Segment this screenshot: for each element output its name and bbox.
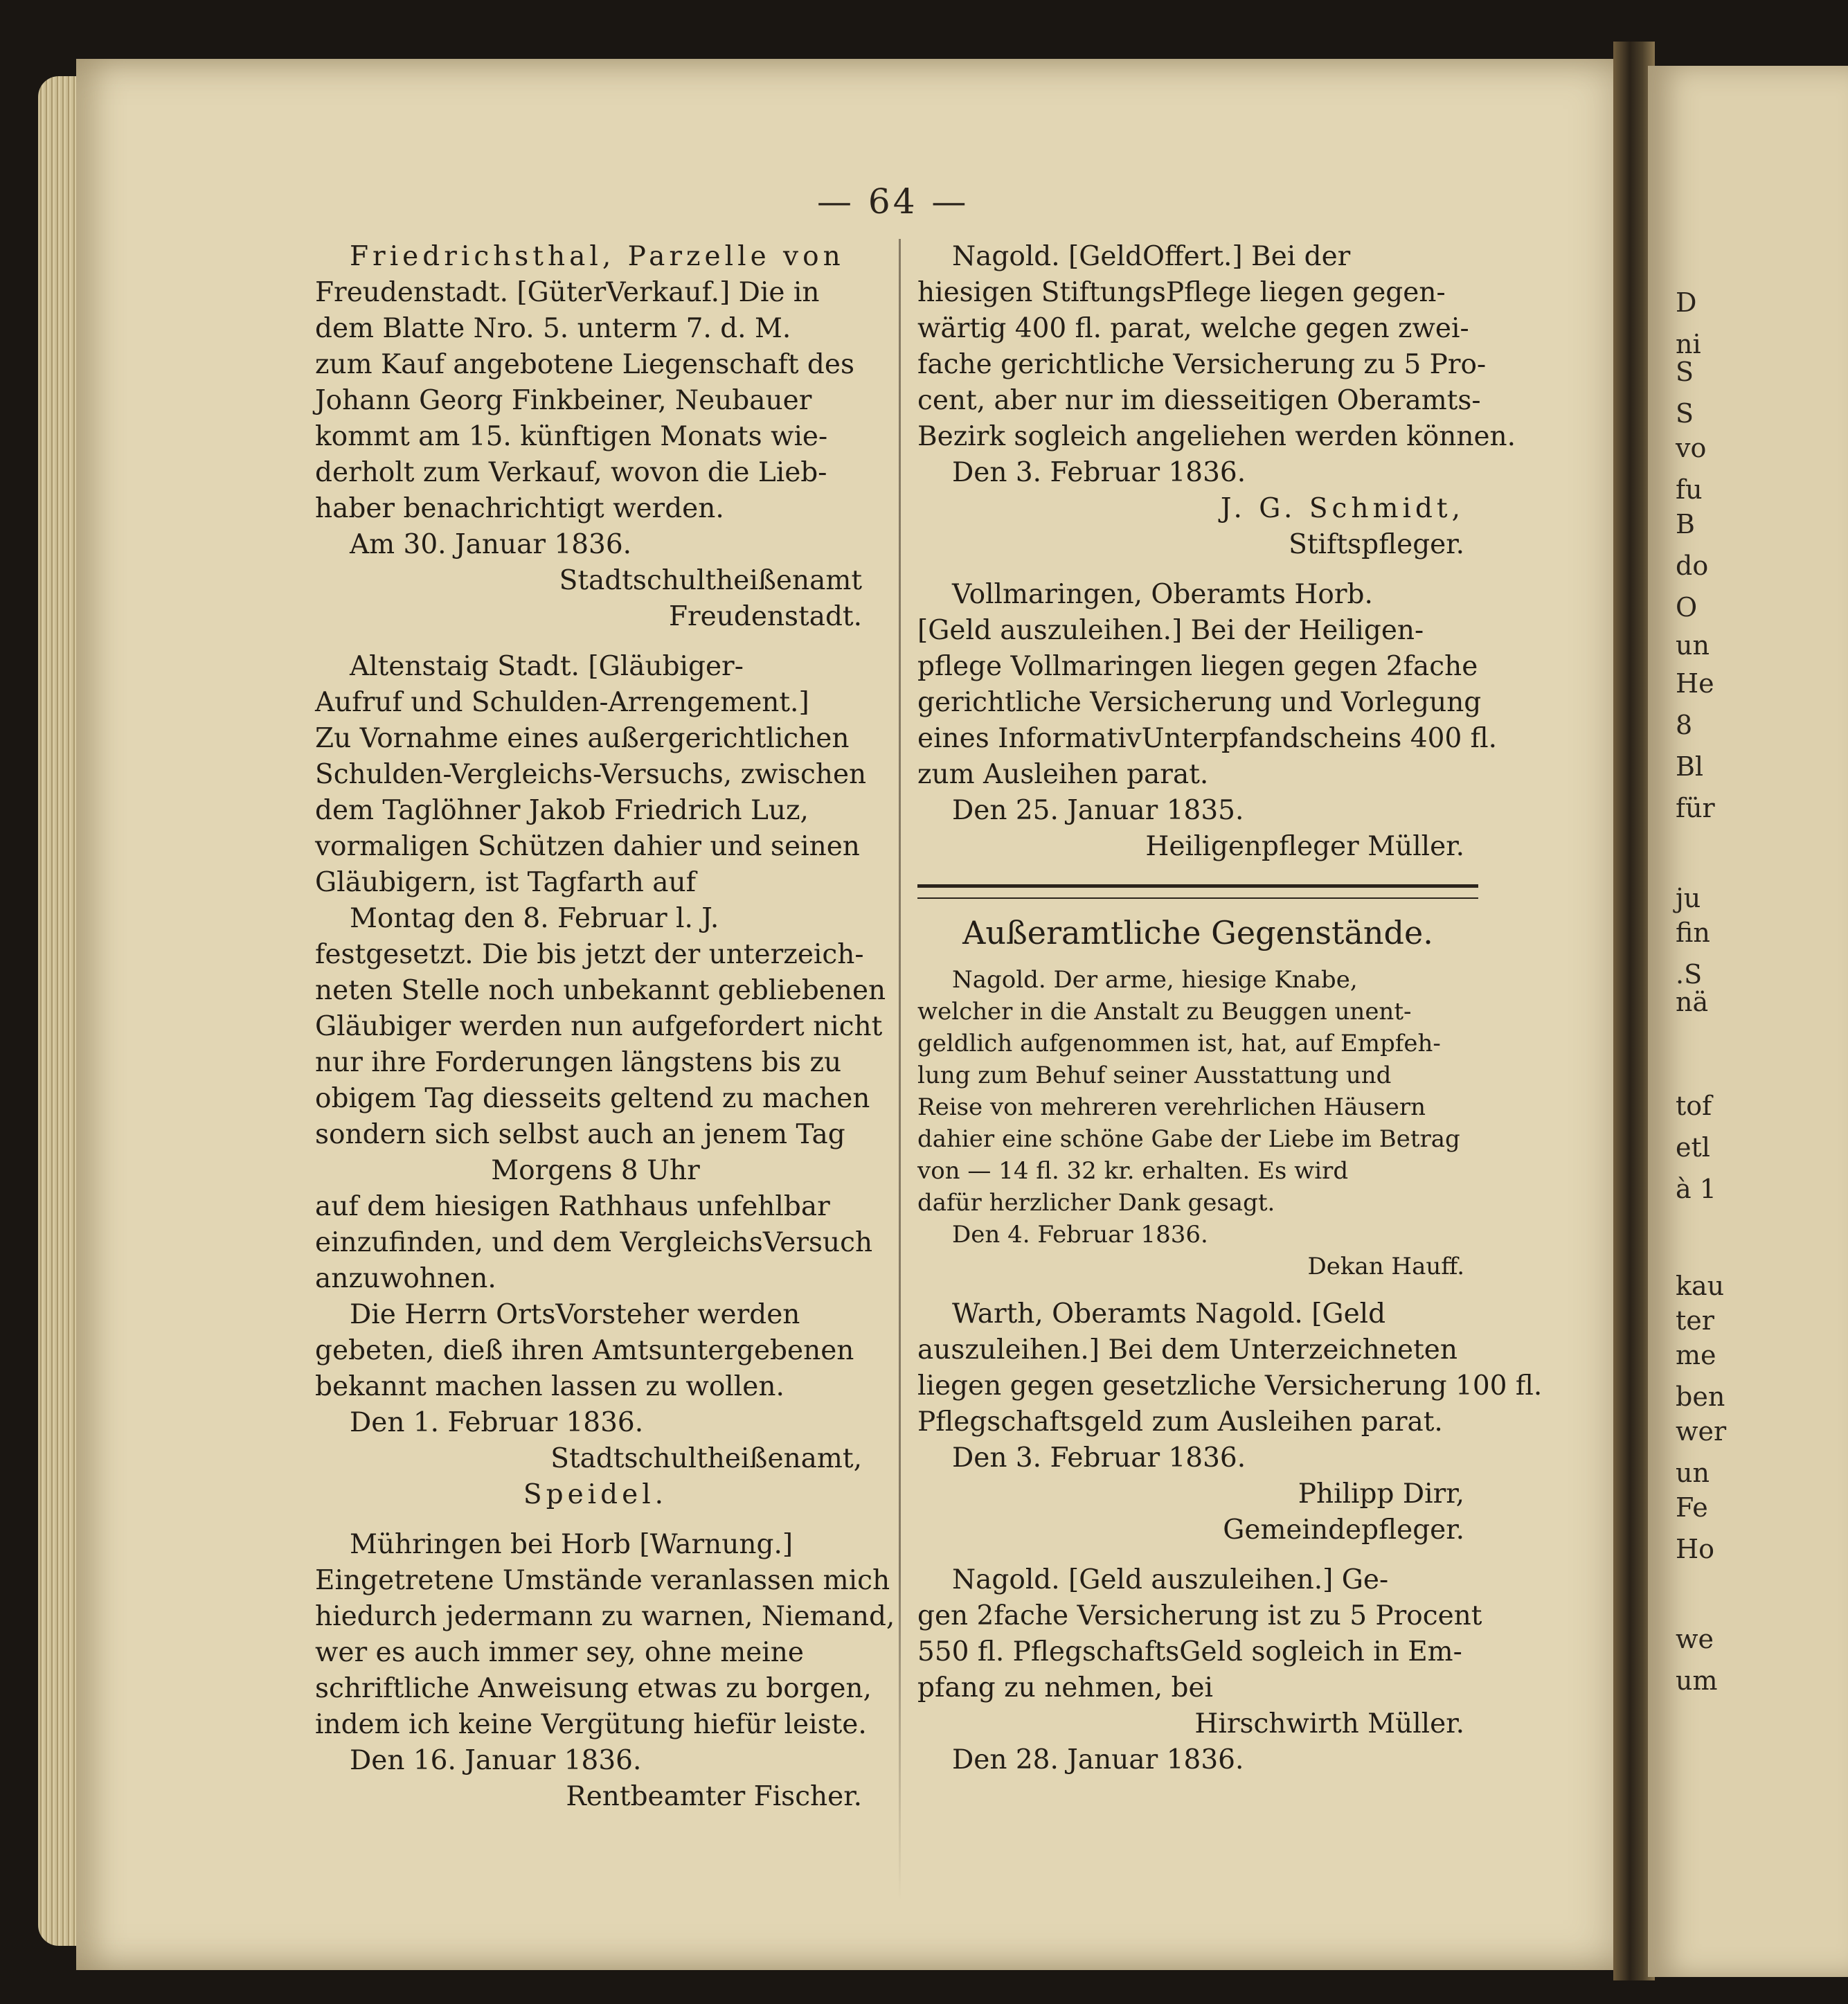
right-column-private-notices bbox=[917, 964, 1543, 1778]
fragment-text: vo bbox=[1676, 433, 1707, 463]
text-line: 550 fl. PflegschaftsGeld sogleich in Em- bbox=[917, 1636, 1462, 1667]
text-line: Freudenstadt. bbox=[668, 601, 862, 632]
text-line: Schulden-Vergleichs-Versuchs, zwischen bbox=[315, 759, 867, 790]
text-line: geldlich aufgenommen ist, hat, auf Empfeh- bbox=[917, 1030, 1441, 1057]
text-line: Den 25. Januar 1835. bbox=[952, 795, 1244, 826]
notice-entry bbox=[917, 1296, 1543, 1548]
text-line: hiesigen StiftungsPflege liegen gegen- bbox=[917, 277, 1446, 308]
text-line: vormaligen Schützen dahier und seinen bbox=[315, 831, 860, 862]
text-line: Aufruf und Schulden-Arrengement.] bbox=[315, 687, 809, 718]
fragment-text: fin bbox=[1676, 918, 1710, 948]
text-line: hiedurch jedermann zu warnen, Niemand, bbox=[315, 1601, 895, 1632]
fragment-text: O bbox=[1676, 592, 1698, 623]
text-line: Bezirk sogleich angeliehen werden können. bbox=[917, 421, 1516, 452]
text-line: Vollmaringen, Oberamts Horb. bbox=[952, 579, 1373, 610]
text-line: obigem Tag diesseits geltend zu machen bbox=[315, 1083, 870, 1114]
text-line: Den 16. Januar 1836. bbox=[350, 1745, 642, 1776]
text-line: wer es auch immer sey, ohne meine bbox=[315, 1637, 804, 1668]
text-line: welcher in die Anstalt zu Beuggen unent- bbox=[917, 998, 1412, 1026]
text-line: dem Blatte Nro. 5. unterm 7. d. M. bbox=[315, 313, 791, 344]
text-line: liegen gegen gesetzliche Versicherung 100 fl. bbox=[917, 1370, 1543, 1402]
text-line: bekannt machen lassen zu wollen. bbox=[315, 1371, 784, 1402]
fragment-text: für bbox=[1676, 793, 1715, 823]
text-line: Den 1. Februar 1836. bbox=[350, 1407, 644, 1438]
text-line: dahier eine schöne Gabe der Liebe im Betrag bbox=[917, 1125, 1460, 1153]
text-line: sondern sich selbst auch an jenem Tag bbox=[315, 1119, 845, 1150]
fragment-text: um bbox=[1676, 1665, 1718, 1696]
fragment-text: ju bbox=[1676, 883, 1701, 913]
text-line: Nagold. Der arme, hiesige Knabe, bbox=[952, 966, 1358, 994]
text-line: pflege Vollmaringen liegen gegen 2fache bbox=[917, 651, 1478, 682]
notice-entry bbox=[315, 649, 886, 1513]
section-rule bbox=[917, 884, 1478, 899]
fragment-text: S bbox=[1676, 398, 1694, 429]
text-line: Heiligenpfleger Müller. bbox=[1145, 831, 1464, 862]
text-line: cent, aber nur im diesseitigen Oberamts- bbox=[917, 385, 1481, 416]
text-line: Altenstaig Stadt. [Gläubiger- bbox=[350, 651, 744, 682]
text-line: Dekan Hauff. bbox=[1307, 1253, 1464, 1280]
fragment-text: D bbox=[1676, 287, 1697, 318]
notice-entry bbox=[917, 964, 1478, 1282]
fragment-text: we bbox=[1676, 1624, 1714, 1654]
left-column bbox=[315, 239, 895, 1829]
text-line: Reise von mehreren verehrlichen Häusern bbox=[917, 1093, 1426, 1121]
right-column bbox=[917, 239, 1543, 1792]
text-line: dafür herzlicher Dank gesagt. bbox=[917, 1189, 1275, 1217]
fragment-text: ni bbox=[1676, 329, 1701, 359]
text-line: auszuleihen.] Bei dem Unterzeichneten bbox=[917, 1334, 1457, 1366]
fragment-text: S bbox=[1676, 357, 1694, 387]
text-line: lung zum Behuf seiner Ausstattung und bbox=[917, 1062, 1392, 1089]
fragment-text: B bbox=[1676, 509, 1695, 539]
text-line: Speidel. bbox=[523, 1479, 668, 1510]
text-line: Stadtschultheißenamt bbox=[559, 565, 862, 596]
column-divider bbox=[899, 239, 901, 1901]
fragment-text: do bbox=[1676, 551, 1709, 581]
text-line: Am 30. Januar 1836. bbox=[350, 529, 632, 560]
section-heading: Außeramtliche Gegenstände. bbox=[962, 914, 1433, 951]
text-line: Nagold. [Geld auszuleihen.] Ge- bbox=[952, 1564, 1389, 1595]
text-line: Eingetretene Umstände veranlassen mich bbox=[315, 1565, 890, 1596]
text-line: Freudenstadt. [GüterVerkauf.] Die in bbox=[315, 277, 820, 308]
text-line: [Geld auszuleihen.] Bei der Heiligen- bbox=[917, 615, 1424, 646]
text-line: auf dem hiesigen Rathhaus unfehlbar bbox=[315, 1191, 830, 1222]
fragment-text: tof bbox=[1676, 1091, 1712, 1121]
text-line: Den 3. Februar 1836. bbox=[952, 457, 1246, 488]
fragment-text: .S bbox=[1676, 959, 1703, 990]
text-line: zum Ausleihen parat. bbox=[917, 759, 1209, 790]
text-line: nur ihre Forderungen längstens bis zu bbox=[315, 1047, 842, 1078]
text-line: pfang zu nehmen, bei bbox=[917, 1672, 1214, 1703]
text-line: einzufinden, und dem VergleichsVersuch bbox=[315, 1227, 873, 1258]
fragment-text: wer bbox=[1676, 1416, 1727, 1447]
notice-entry bbox=[917, 239, 1516, 563]
right-column-notices bbox=[917, 239, 1516, 865]
text-line: neten Stelle noch unbekannt gebliebenen bbox=[315, 975, 886, 1006]
text-line: fache gerichtliche Versicherung zu 5 Pro- bbox=[917, 349, 1487, 380]
notice-entry bbox=[917, 1562, 1482, 1778]
fragment-text: nä bbox=[1676, 987, 1709, 1017]
page-number: — 64 — bbox=[817, 181, 969, 222]
text-line: Pflegschaftsgeld zum Ausleihen parat. bbox=[917, 1406, 1443, 1438]
fragment-text: Fe bbox=[1676, 1492, 1708, 1523]
text-line: derholt zum Verkauf, wovon die Lieb- bbox=[315, 457, 827, 488]
fragment-text: fu bbox=[1676, 474, 1703, 505]
text-line: gerichtliche Versicherung und Vorlegung bbox=[917, 687, 1482, 718]
fragment-text: ben bbox=[1676, 1381, 1725, 1412]
notice-entry bbox=[315, 1527, 895, 1815]
text-line: wärtig 400 fl. parat, welche gegen zwei- bbox=[917, 313, 1469, 344]
text-line: Gemeindepfleger. bbox=[1223, 1514, 1464, 1546]
text-line: Gläubigern, ist Tagfarth auf bbox=[315, 867, 697, 898]
text-line: indem ich keine Vergütung hiefür leiste. bbox=[315, 1709, 867, 1740]
text-line: schriftliche Anweisung etwas zu borgen, bbox=[315, 1673, 872, 1704]
fragment-text: kau bbox=[1676, 1271, 1725, 1301]
text-line: Nagold. [GeldOffert.] Bei der bbox=[952, 241, 1351, 272]
text-line: eines InformativUnterpfandscheins 400 fl. bbox=[917, 723, 1498, 754]
text-line: Friedrichsthal, Parzelle von bbox=[350, 241, 845, 272]
text-line: Zu Vornahme eines außergerichtlichen bbox=[315, 723, 850, 754]
text-line: Rentbeamter Fischer. bbox=[566, 1781, 862, 1812]
fragment-text: un bbox=[1676, 1458, 1710, 1488]
text-line: anzuwohnen. bbox=[315, 1263, 496, 1294]
notice-entry bbox=[315, 239, 876, 635]
fragment-text: etl bbox=[1676, 1132, 1710, 1163]
fragment-text: 8 bbox=[1676, 710, 1693, 740]
text-line: J. G. Schmidt, bbox=[1220, 493, 1464, 524]
notice-entry bbox=[917, 577, 1498, 865]
fragment-text: ter bbox=[1676, 1305, 1714, 1336]
text-line: Gläubiger werden nun aufgefordert nicht bbox=[315, 1011, 883, 1042]
fragment-text: un bbox=[1676, 630, 1710, 661]
text-line: Johann Georg Finkbeiner, Neubauer bbox=[315, 385, 812, 416]
right-page-edge bbox=[1648, 66, 1848, 1977]
text-line: Den 3. Februar 1836. bbox=[952, 1442, 1246, 1474]
text-line: gen 2fache Versicherung ist zu 5 Procent bbox=[917, 1600, 1482, 1631]
fragment-text: me bbox=[1676, 1340, 1716, 1370]
fragment-text: Bl bbox=[1676, 751, 1704, 782]
text-line: Stadtschultheißenamt, bbox=[550, 1443, 862, 1474]
text-line: Philipp Dirr, bbox=[1298, 1478, 1464, 1510]
text-line: festgesetzt. Die bis jetzt der unterzeich- bbox=[315, 939, 864, 970]
text-line: gebeten, dieß ihren Amtsuntergebenen bbox=[315, 1335, 854, 1366]
text-line: dem Taglöhner Jakob Friedrich Luz, bbox=[315, 795, 809, 826]
text-line: Morgens 8 Uhr bbox=[491, 1155, 700, 1186]
text-line: Mühringen bei Horb [Warnung.] bbox=[350, 1529, 793, 1560]
text-line: zum Kauf angebotene Liegenschaft des bbox=[315, 349, 854, 380]
text-line: haber benachrichtigt werden. bbox=[315, 493, 724, 524]
text-line: Den 28. Januar 1836. bbox=[952, 1744, 1244, 1775]
text-line: von — 14 fl. 32 kr. erhalten. Es wird bbox=[917, 1157, 1349, 1185]
text-line: Stiftspfleger. bbox=[1289, 529, 1464, 560]
text-line: Den 4. Februar 1836. bbox=[952, 1221, 1208, 1249]
text-line: Die Herrn OrtsVorsteher werden bbox=[350, 1299, 800, 1330]
text-line: Warth, Oberamts Nagold. [Geld bbox=[952, 1298, 1386, 1330]
text-line: Hirschwirth Müller. bbox=[1194, 1708, 1464, 1739]
fragment-text: He bbox=[1676, 668, 1714, 699]
text-line: Montag den 8. Februar l. J. bbox=[350, 903, 719, 934]
fragment-text: à 1 bbox=[1676, 1174, 1716, 1204]
fragment-text: Ho bbox=[1676, 1534, 1715, 1564]
text-line: kommt am 15. künftigen Monats wie- bbox=[315, 421, 828, 452]
